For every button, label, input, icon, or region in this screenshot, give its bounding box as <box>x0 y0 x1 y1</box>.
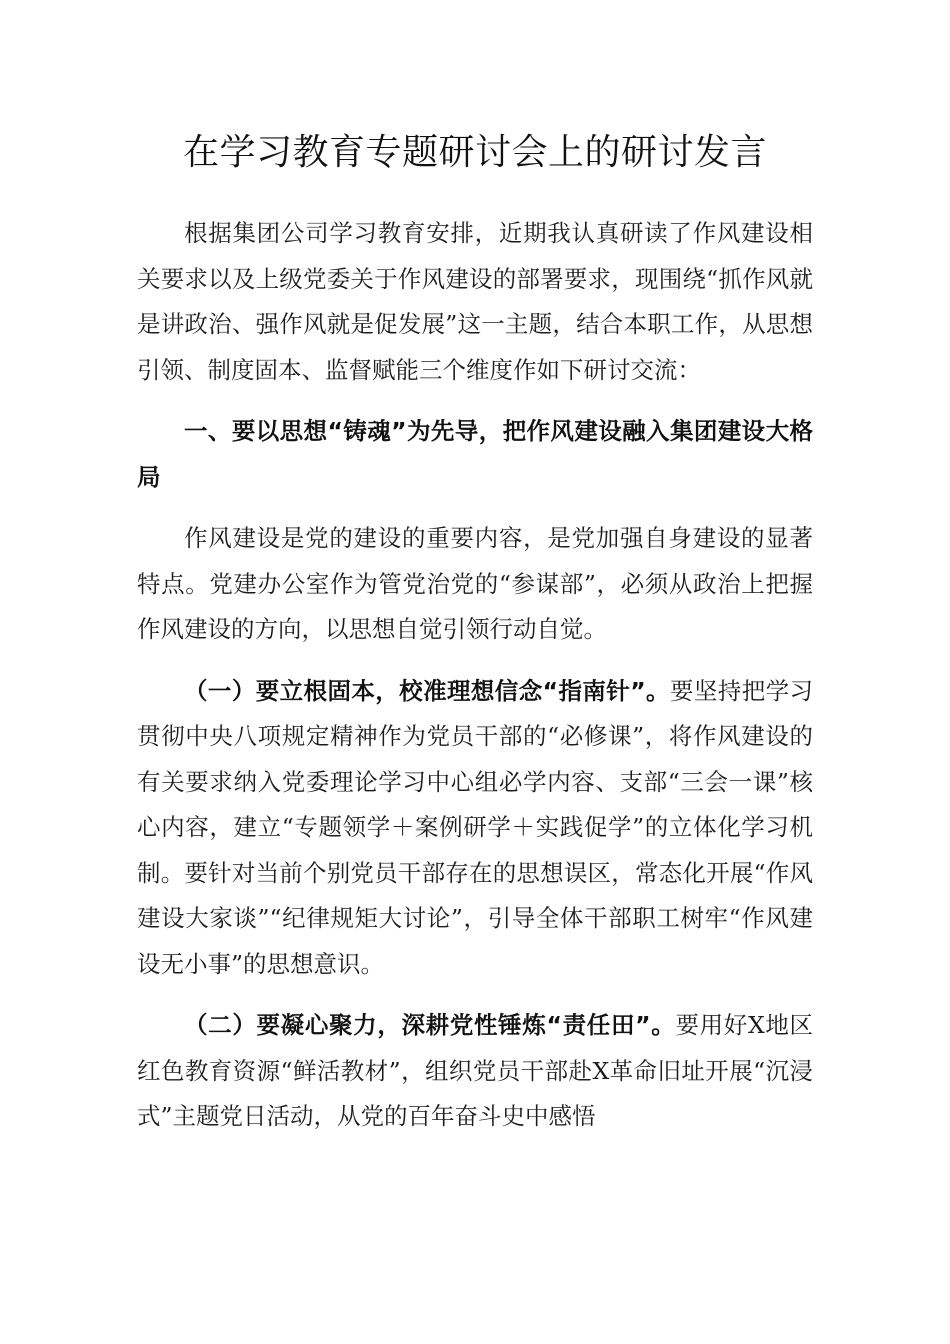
point-1-lead: （一）要立根固本，校准理想信念“指南针”。 <box>184 676 670 705</box>
point-1-text: 要坚持把学习贯彻中央八项规定精神作为党员干部的“必修课”，将作风建设的有关要求纳入党委理论学习中心组必学内容、支部“三会一课”核心内容，建立“专题领学＋案例研学＋实践促学”的立体化学习机制。要针对当前个别党员干部存在的思想误区，常态化开展“作风建设大家谈”“纪律规矩大讨论”，引导全体干部职工树牢“作风建设无小事”的思想意识。 <box>137 676 814 978</box>
point-2-text: 要用好X地区红色教育资源“鲜活教材”，组织党员干部赴X革命旧址开展“沉浸式”主题党日活动，从党的百年奋斗史中感悟 <box>137 1011 814 1130</box>
point-1-paragraph <box>137 669 813 988</box>
section-heading-1: 一、要以思想“铸魂”为先导，把作风建设融入集团建设大格局 <box>137 417 813 491</box>
section-1-paragraph: 作风建设是党的建设的重要内容，是党加强自身建设的显著特点。党建办公室作为管党治党的“参谋部”，必须从政治上把握作风建设的方向，以思想自觉引领行动自觉。 <box>137 524 813 643</box>
point-2-lead: （二）要凝心聚力，深耕党性锤炼“责任田”。 <box>184 1011 676 1039</box>
intro-paragraph: 根据集团公司学习教育安排，近期我认真研读了作风建设相关要求以及上级党委关于作风建设的部署要求，现围绕“抓作风就是讲政治、强作风就是促发展”这一主题，结合本职工作，从思想引领、制度固本、监督赋能三个维度作如下研讨交流： <box>137 219 813 384</box>
point-2-paragraph <box>137 1003 813 1140</box>
document-title: 在学习教育专题研讨会上的研讨发言 <box>182 132 767 173</box>
document-body <box>137 211 813 1140</box>
